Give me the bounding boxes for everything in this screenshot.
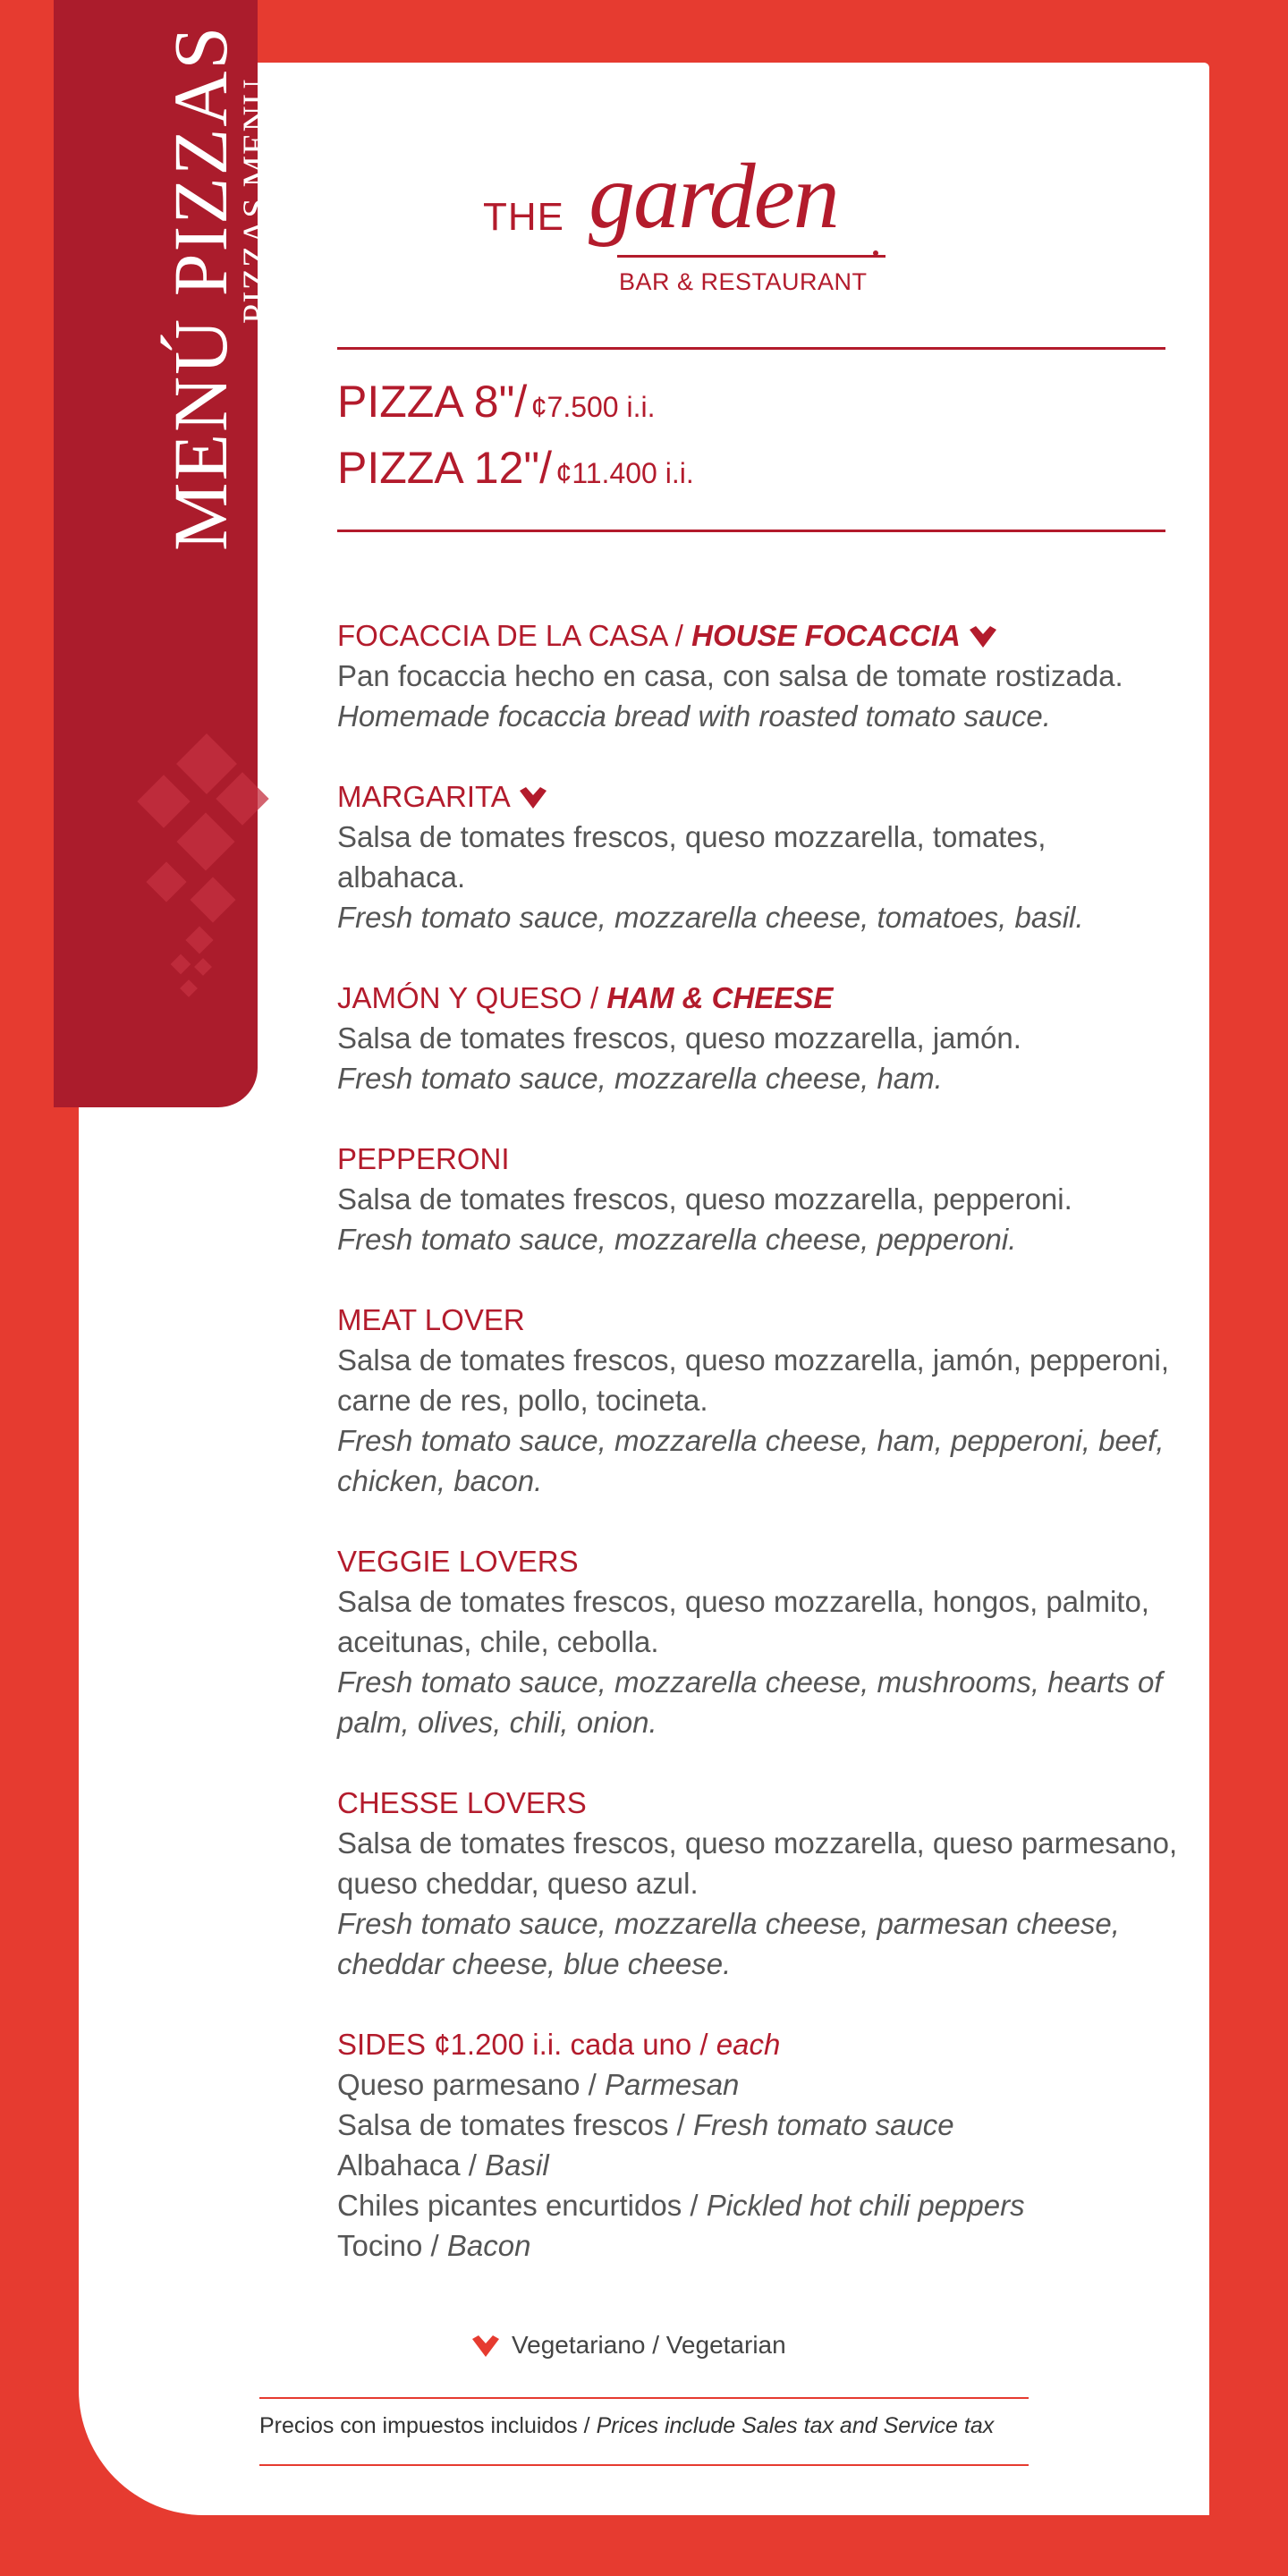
vegetarian-legend <box>472 2331 786 2360</box>
divider-bottom <box>337 530 1165 532</box>
item-description-es: Salsa de tomates frescos, queso mozzarella, jamón, pepperoni, carne de res, pollo, tocineta. <box>337 1343 1169 1417</box>
list-item <box>337 1783 1178 1984</box>
list-item <box>337 1300 1178 1501</box>
item-description-es: Salsa de tomates frescos, queso mozzarella, pepperoni. <box>337 1182 1072 1216</box>
sides-section <box>337 2024 1178 2266</box>
list-item <box>337 1541 1178 1742</box>
item-title: JAMÓN Y QUESO / HAM & CHEESE <box>337 981 834 1014</box>
tile-pattern-icon <box>136 733 288 1011</box>
footer-divider-top <box>259 2397 1029 2399</box>
vegetarian-icon <box>472 2335 499 2357</box>
item-title: VEGGIE LOVERS <box>337 1545 579 1578</box>
price-size-label: PIZZA 8"/ <box>337 377 528 427</box>
item-description-en: Homemade focaccia bread with roasted tomato sauce. <box>337 699 1051 733</box>
item-title: FOCACCIA DE LA CASA / HOUSE FOCACCIA <box>337 615 1178 656</box>
item-description-es: Salsa de tomates frescos, queso mozzarella, tomates, albahaca. <box>337 820 1046 894</box>
item-description-es: Pan focaccia hecho en casa, con salsa de tomate rostizada. <box>337 659 1123 692</box>
logo-dot <box>873 250 878 256</box>
vegetarian-icon <box>970 626 996 648</box>
side-item: Albahaca / Basil <box>337 2148 549 2182</box>
list-item <box>337 1139 1178 1259</box>
item-description-es: Salsa de tomates frescos, queso mozzarella, hongos, palmito, aceitunas, chile, cebolla. <box>337 1585 1149 1658</box>
item-description-en: Fresh tomato sauce, mozzarella cheese, pepperoni. <box>337 1223 1017 1256</box>
footer-note: Precios con impuestos incluidos / Prices include Sales tax and Service tax <box>259 2413 995 2438</box>
banner-title: MENÚ PIZZAS <box>157 24 243 551</box>
side-banner <box>54 0 275 1107</box>
side-item: Chiles picantes encurtidos / Pickled hot chili peppers <box>337 2189 1025 2222</box>
logo-underline <box>617 255 886 258</box>
vegetarian-icon <box>520 787 547 809</box>
item-description-en: Fresh tomato sauce, mozzarella cheese, ham, pepperoni, beef, chicken, bacon. <box>337 1424 1165 1497</box>
logo-the: THE <box>483 195 564 239</box>
logo-tagline: BAR & RESTAURANT <box>619 268 868 295</box>
side-item: Tocino / Bacon <box>337 2229 531 2262</box>
item-description-es: Salsa de tomates frescos, queso mozzarella, queso parmesano, queso cheddar, queso azul. <box>337 1826 1178 1900</box>
divider-top <box>337 347 1165 350</box>
price-value: ¢11.400 i.i. <box>555 457 694 489</box>
item-description-es: Salsa de tomates frescos, queso mozzarella, jamón. <box>337 1021 1021 1055</box>
item-title: PEPPERONI <box>337 1142 510 1175</box>
item-title: MARGARITA <box>337 776 1178 817</box>
item-description-en: Fresh tomato sauce, mozzarella cheese, parmesan cheese, cheddar cheese, blue cheese. <box>337 1907 1120 1980</box>
price-row-8 <box>337 376 655 428</box>
sides-title: SIDES ¢1.200 i.i. cada uno / each <box>337 2028 781 2061</box>
restaurant-logo <box>483 134 894 313</box>
item-description-en: Fresh tomato sauce, mozzarella cheese, mushrooms, hearts of palm, olives, chili, onion. <box>337 1665 1163 1739</box>
list-item <box>337 776 1178 937</box>
item-title: CHESSE LOVERS <box>337 1786 587 1819</box>
side-item: Salsa de tomates frescos / Fresh tomato sauce <box>337 2108 954 2141</box>
item-description-en: Fresh tomato sauce, mozzarella cheese, tomatoes, basil. <box>337 901 1084 934</box>
list-item <box>337 978 1178 1098</box>
item-description-en: Fresh tomato sauce, mozzarella cheese, ham. <box>337 1062 943 1095</box>
pizza-list <box>337 615 1178 2306</box>
legend-label: Vegetariano / Vegetarian <box>512 2331 786 2359</box>
banner-subtitle: PIZZAS MENU <box>235 78 275 324</box>
item-title: MEAT LOVER <box>337 1303 525 1336</box>
price-value: ¢7.500 i.i. <box>530 391 656 423</box>
logo-name: garden <box>589 145 838 248</box>
list-item <box>337 615 1178 736</box>
side-item: Queso parmesano / Parmesan <box>337 2068 740 2101</box>
footer-divider-bottom <box>259 2464 1029 2466</box>
price-size-label: PIZZA 12"/ <box>337 443 553 493</box>
price-row-12 <box>337 442 694 494</box>
